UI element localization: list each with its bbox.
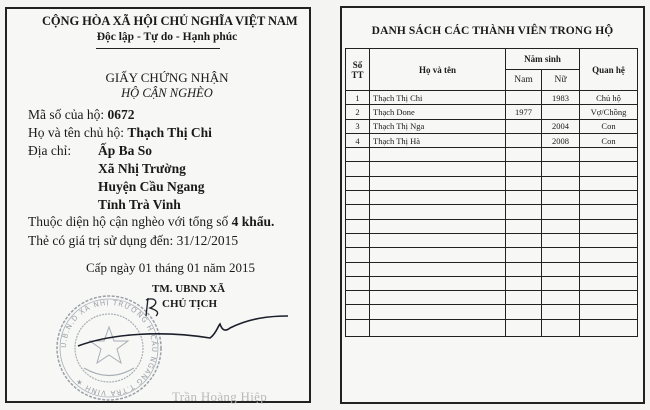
cell-no — [346, 205, 370, 219]
cell-no: 2 — [346, 105, 370, 119]
cell-name: Thạch Thị Hà — [370, 133, 506, 147]
cell-no — [346, 162, 370, 176]
table-row-empty — [346, 219, 638, 233]
cell-female — [542, 162, 580, 176]
cell-name — [370, 162, 506, 176]
cell-male — [506, 205, 542, 219]
cell-male: 1977 — [506, 105, 542, 119]
cell-male — [506, 191, 542, 205]
nation-header: CỘNG HÒA XÃ HỘI CHỦ NGHĨA VIỆT NAM — [42, 14, 298, 28]
cell-name: Thạch Thị Chi — [370, 91, 506, 105]
member-list-title: DANH SÁCH CÁC THÀNH VIÊN TRONG HỘ — [371, 25, 614, 37]
cell-relation: Chủ hộ — [580, 91, 638, 105]
table-row-empty — [346, 319, 638, 336]
cell-female: 2008 — [542, 133, 580, 147]
cell-no — [346, 233, 370, 247]
header-name: Họ và tên — [370, 49, 506, 91]
table-row-empty — [346, 233, 638, 247]
header-birth-year: Năm sinh — [506, 49, 580, 70]
owner-field — [28, 125, 212, 141]
cell-male — [506, 276, 542, 290]
table-row-empty — [346, 262, 638, 276]
cell-no — [346, 262, 370, 276]
address-hamlet: Ấp Ba So — [98, 143, 153, 158]
table-row-empty — [346, 276, 638, 290]
signatory-title: CHỦ TỊCH — [162, 298, 218, 310]
household-code-label: Mã số của hộ: — [28, 107, 105, 122]
header-male: Nam — [506, 70, 542, 91]
cell-relation — [580, 162, 638, 176]
issued-date: Cấp ngày 01 tháng 01 năm 2015 — [86, 260, 255, 275]
cell-relation — [580, 305, 638, 319]
cell-name — [370, 219, 506, 233]
cell-male — [506, 119, 542, 133]
motto: Độc lập - Tự do - Hạnh phúc — [96, 31, 238, 43]
cell-male — [506, 233, 542, 247]
cell-no — [346, 291, 370, 305]
cell-female — [542, 305, 580, 319]
household-code-field — [28, 107, 134, 123]
cell-male — [506, 219, 542, 233]
cell-name — [370, 205, 506, 219]
validity-date: 31/12/2015 — [176, 233, 239, 248]
cell-female — [542, 219, 580, 233]
membership-count: 4 khẩu. — [231, 214, 275, 229]
table-row-empty — [346, 291, 638, 305]
cell-female: 1983 — [542, 91, 580, 105]
table-row-empty — [346, 205, 638, 219]
cell-name — [370, 176, 506, 190]
cell-no — [346, 319, 370, 336]
cell-no — [346, 219, 370, 233]
cell-no — [346, 248, 370, 262]
cell-relation — [580, 248, 638, 262]
cell-female — [542, 148, 580, 162]
table-row — [346, 119, 638, 133]
cell-female — [542, 291, 580, 305]
signatory-organization: TM. UBND XÃ — [152, 283, 226, 295]
cell-female: 2004 — [542, 119, 580, 133]
address-commune: Xã Nhị Trường — [98, 161, 186, 176]
cell-male — [506, 176, 542, 190]
cell-female — [542, 105, 580, 119]
svg-text:U.B.N.D XÃ NHỊ TRƯỜNG H.CẦU NG: U.B.N.D XÃ NHỊ TRƯỜNG H.CẦU NGANG T.TRÀ VINH ★ — [59, 298, 159, 398]
cell-relation — [580, 291, 638, 305]
table-row-empty — [346, 162, 638, 176]
membership-field — [28, 214, 274, 230]
cell-name — [370, 233, 506, 247]
cell-female — [542, 191, 580, 205]
cell-relation — [580, 262, 638, 276]
household-code-value: 0672 — [107, 107, 135, 122]
cell-relation — [580, 191, 638, 205]
table-row-empty — [346, 148, 638, 162]
cell-name — [370, 305, 506, 319]
cell-no: 3 — [346, 119, 370, 133]
members-table — [345, 48, 638, 337]
table-row-empty — [346, 191, 638, 205]
signer-name: Trần Hoàng Hiệp — [172, 389, 268, 404]
cell-no — [346, 148, 370, 162]
table-row — [346, 133, 638, 147]
address-label: Địa chỉ: — [28, 143, 72, 158]
address-district: Huyện Cầu Ngang — [98, 179, 205, 194]
table-row-empty — [346, 248, 638, 262]
cell-name: Thạch Thị Nga — [370, 119, 506, 133]
cell-relation — [580, 219, 638, 233]
cell-male — [506, 291, 542, 305]
validity-label: Thẻ có giá trị sử dụng đến: — [28, 233, 174, 248]
cell-male — [506, 262, 542, 276]
header-no-line2: TT — [351, 69, 364, 80]
cell-relation — [580, 205, 638, 219]
motto-underline — [96, 48, 220, 49]
cell-female — [542, 248, 580, 262]
cell-relation — [580, 233, 638, 247]
cell-relation — [580, 319, 638, 336]
cell-name — [370, 148, 506, 162]
cell-relation: Vợ/Chồng — [580, 105, 638, 119]
cell-male — [506, 305, 542, 319]
cell-male — [506, 133, 542, 147]
cell-male — [506, 91, 542, 105]
header-no-line1: Số — [352, 59, 363, 70]
cell-relation — [580, 276, 638, 290]
cell-female — [542, 262, 580, 276]
cell-relation — [580, 148, 638, 162]
table-row-empty — [346, 305, 638, 319]
cell-female — [542, 276, 580, 290]
cell-no: 4 — [346, 133, 370, 147]
owner-label: Họ và tên chủ hộ: — [28, 125, 124, 140]
cell-name — [370, 262, 506, 276]
cell-female — [542, 205, 580, 219]
cell-name — [370, 191, 506, 205]
certificate-title: GIẤY CHỨNG NHẬN — [105, 70, 229, 85]
table-row — [346, 91, 638, 105]
cell-male — [506, 148, 542, 162]
cell-name — [370, 291, 506, 305]
cell-female — [542, 319, 580, 336]
cell-name — [370, 319, 506, 336]
cell-no — [346, 176, 370, 190]
cell-name: Thạch Done — [370, 105, 506, 119]
cell-no — [346, 191, 370, 205]
table-row-empty — [346, 176, 638, 190]
cell-female — [542, 233, 580, 247]
owner-name: Thạch Thị Chi — [127, 125, 212, 140]
cell-name — [370, 248, 506, 262]
cell-relation — [580, 176, 638, 190]
validity-field — [28, 233, 238, 249]
certificate-subtitle: HỘ CẬN NGHÈO — [121, 86, 213, 100]
cell-no — [346, 276, 370, 290]
cell-male — [506, 162, 542, 176]
address-province: Tỉnh Trà Vinh — [98, 197, 181, 212]
cell-male — [506, 319, 542, 336]
header-relation: Quan hệ — [580, 49, 638, 91]
membership-prefix: Thuộc diện hộ cận nghèo với tổng số — [28, 214, 229, 229]
cell-no — [346, 305, 370, 319]
cell-name — [370, 276, 506, 290]
cell-relation: Con — [580, 133, 638, 147]
cell-no: 1 — [346, 91, 370, 105]
header-no — [346, 49, 370, 91]
cell-female — [542, 176, 580, 190]
cell-relation: Con — [580, 119, 638, 133]
cell-male — [506, 248, 542, 262]
header-female: Nữ — [542, 70, 580, 91]
table-row — [346, 105, 638, 119]
